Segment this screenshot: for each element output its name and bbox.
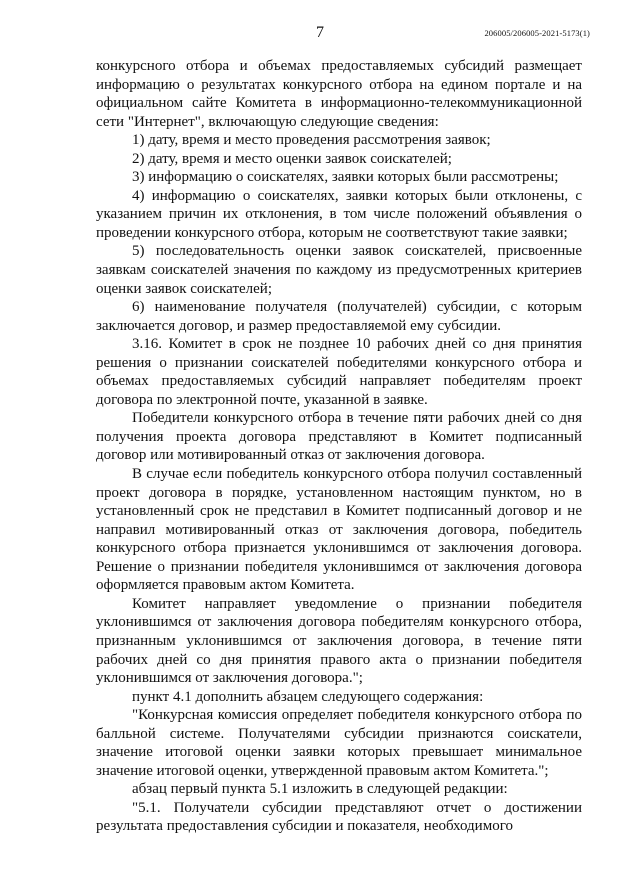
paragraph-notification: Комитет направляет уведомление о признании победителя уклонившимся от заключения договора победителям конкурсного отбора, признанным уклонившимся от заключения договора, в течение пяти рабочих дней со дня принятия правого акта о признании победителя уклонившимся от заключения договора."; xyxy=(96,595,582,687)
paragraph-amend-4-1: пункт 4.1 дополнить абзацем следующего содержания: xyxy=(132,688,484,705)
list-item-6: 6) наименование получателя (получателей) субсидии, с которым заключается договор, и размер предоставляемой ему субсидии. xyxy=(96,299,582,334)
paragraph-3-16: 3.16. Комитет в срок не позднее 10 рабочих дней со дня принятия решения о признании соискателей победителями конкурсного отбора и объемах предоставляемых субсидий направляет победителям проект договора по электронной почте, указанной в заявке. xyxy=(96,336,582,408)
list-item-3: 3) информацию о соискателях, заявки которых были рассмотрены; xyxy=(132,169,559,186)
paragraph-5-1: "5.1. Получатели субсидии представляют отчет о достижении результата предоставления субсидии и показателя, необходимого xyxy=(96,799,582,835)
paragraph-evasion: В случае если победитель конкурсного отбора получил составленный проект договора в порядке, установленном настоящим пунктом, но в установленный срок не представил в Комитет подписанный договор и не направил мотивированный отказ от заключения договора, победитель конкурсного отбора признается уклонившимся от заключения договора. Решение о признании победителя уклонившимся от заключения договора оформляется правовым актом Комитета. xyxy=(96,466,582,594)
paragraph-amend-5-1: абзац первый пункта 5.1 изложить в следующей редакции: xyxy=(132,781,508,798)
list-item-5: 5) последовательность оценки заявок соискателей, присвоенные заявкам соискателей значения по каждому из предусмотренных критериев оценки заявок соискателей; xyxy=(96,243,582,297)
paragraph-continuation: конкурсного отбора и объемах предоставляемых субсидий размещает информацию о результатах конкурсного отбора на едином портале и на официальном сайте Комитета в информационно-телекоммуникационной сети "Интернет", включающую следующие сведения: xyxy=(96,58,582,130)
paragraph-winners: Победители конкурсного отбора в течение пяти рабочих дней со дня получения проекта договора представляют в Комитет подписанный договор или мотивированный отказ от заключения договора. xyxy=(96,410,582,464)
document-body xyxy=(96,57,582,836)
page-number: 7 xyxy=(316,24,324,41)
list-item-2: 2) дату, время и место оценки заявок соискателей; xyxy=(132,150,452,167)
list-item-1: 1) дату, время и место проведения рассмотрения заявок; xyxy=(132,132,491,149)
paragraph-commission: "Конкурсная комиссия определяет победителя конкурсного отбора по балльной системе. Получателями субсидии признаются соискатели, значение итоговой оценки заявки которых превышает минимальное значение итоговой оценки, утвержденной правовым актом Комитета."; xyxy=(96,707,582,779)
list-item-4: 4) информацию о соискателях, заявки которых были отклонены, с указанием причин их отклонения, в том числе положений объявления о проведении конкурсного отбора, которым не соответствуют такие заявки; xyxy=(96,187,582,241)
document-id: 206005/206005-2021-5173(1) xyxy=(484,28,590,38)
